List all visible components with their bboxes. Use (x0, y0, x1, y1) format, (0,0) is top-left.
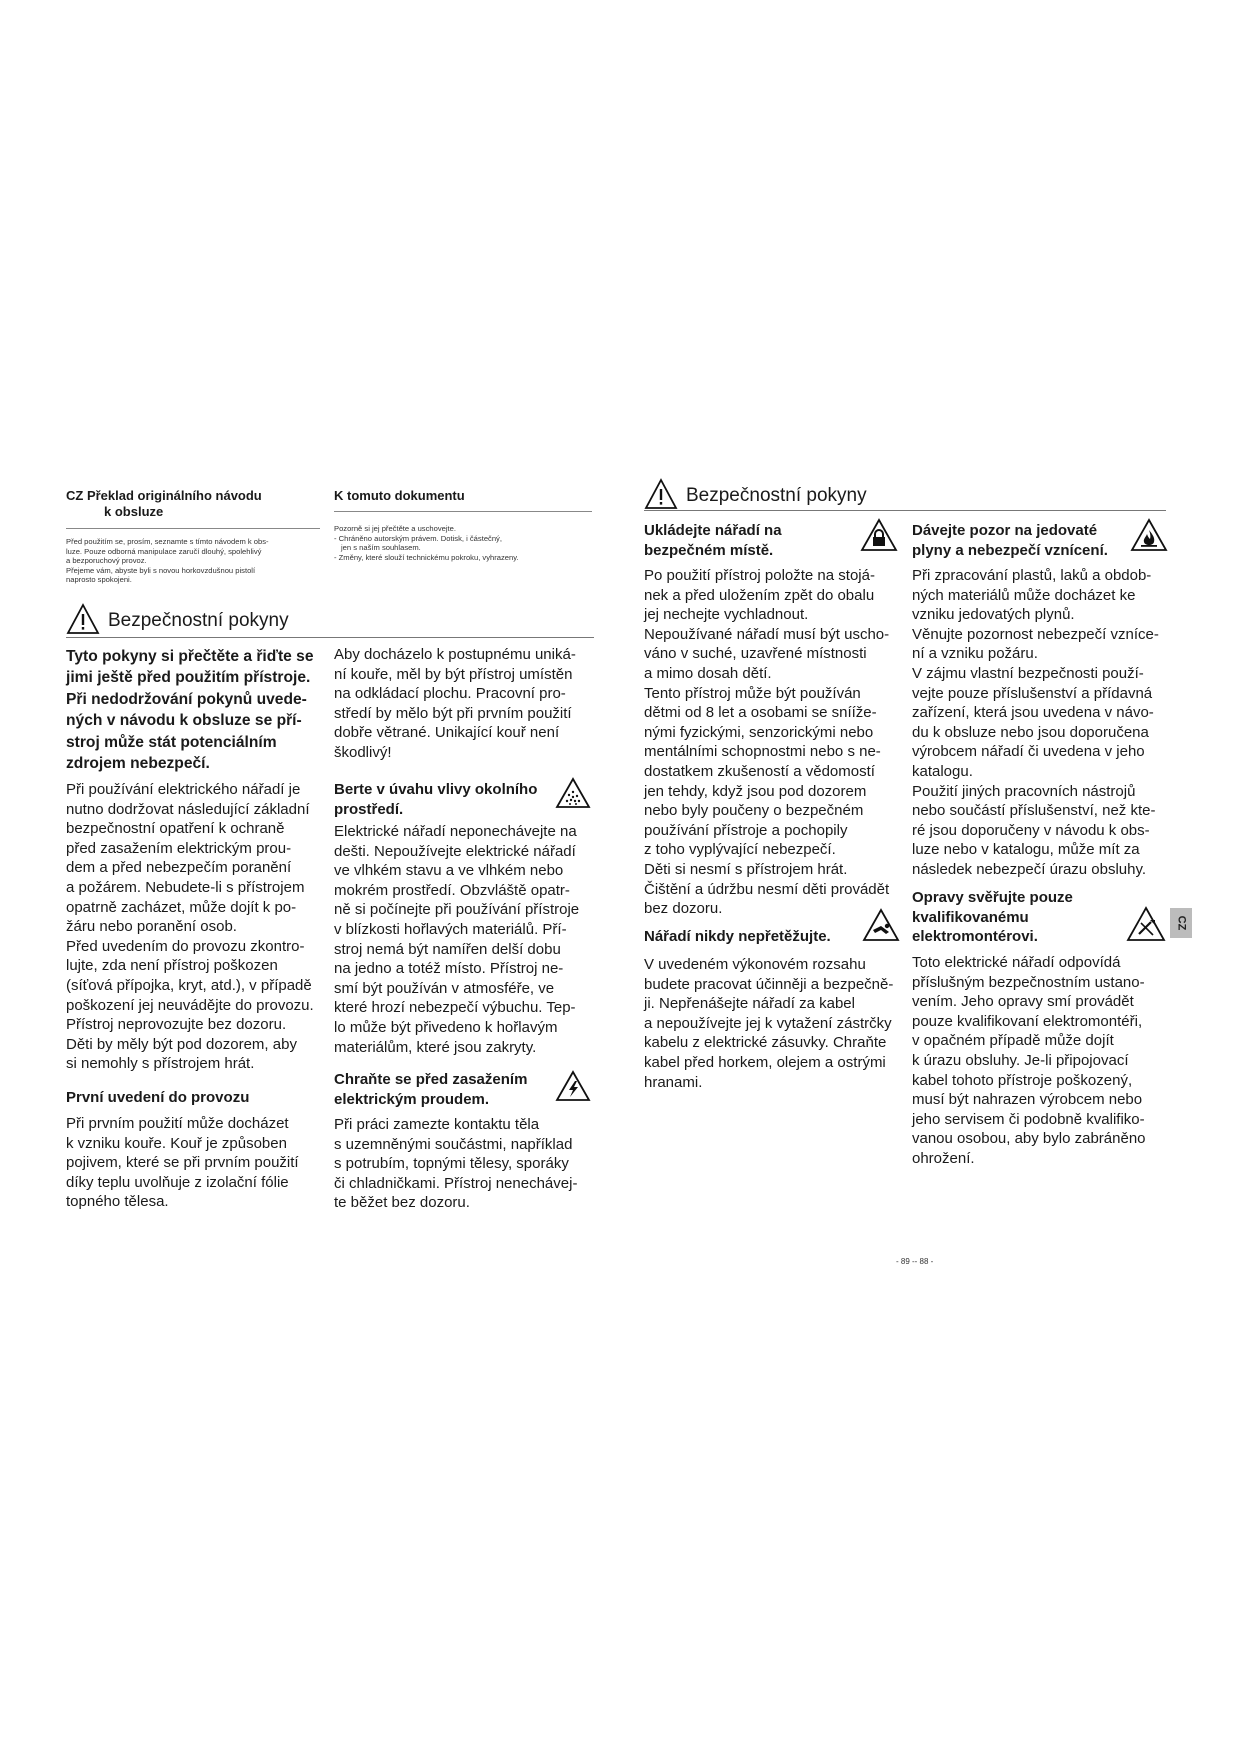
text-line: před zasažením elektrickým prou- (66, 839, 292, 857)
general-safety-text (66, 780, 328, 1074)
text-line: které hrozí nebezpečí výbuchu. Tep- (334, 999, 576, 1017)
text-line: žáru nebo poranění osob. (66, 918, 237, 936)
doc-header-subtitle: k obsluze (104, 504, 164, 519)
text-line: luze. Pouze odborná manipulace zaručí dlouhý, spolehlivý (66, 546, 262, 556)
section-title: Bezpečnostní pokyny (108, 610, 289, 631)
text-line: Před uvedením do provozu zkontro- (66, 937, 305, 955)
text-line: ohrožení. (912, 1149, 975, 1167)
text-line: dobře větrané. Unikající kouř není (334, 724, 560, 742)
divider (334, 511, 592, 512)
text-line: v blízkosti hořlavých materiálů. Pří- (334, 920, 567, 938)
text-line: zařízení, která jsou uvedena v návo- (912, 704, 1154, 722)
text-line: mokrém prostředí. Obzvláště opatr- (334, 881, 570, 899)
text-line: k úrazu obsluhy. Je-li připojovací (912, 1051, 1129, 1069)
text-line: - Změny, které slouží technickému pokroku, vyhrazeny. (334, 552, 519, 562)
text-line: a nepoužívejte jej k vytažení zástrčky (644, 1014, 892, 1032)
divider (66, 637, 594, 638)
text-line: následek nebezpečí úrazu obsluhy. (912, 860, 1147, 878)
text-line: ní kouře, měl by být přístroj umístěn (334, 665, 573, 683)
text-line: materiálům, které jsou zakryty. (334, 1038, 537, 1056)
text-line: z toho vyplývající nebezpečí. (644, 841, 836, 859)
text-line: Tento přístroj může být používán (644, 684, 861, 702)
text-line: Nepoužívané nářadí musí být uscho- (644, 625, 890, 643)
text-line: Děti by měly být pod dozorem, aby (66, 1035, 297, 1053)
safety-section-header-right (644, 478, 1168, 512)
text-line: Při zpracování plastů, laků a obdob- (912, 567, 1152, 584)
text-line: v opačném případě může dojít (912, 1032, 1114, 1050)
heading-line: Opravy svěřujte pouze (912, 889, 1073, 906)
text-line: poškození jej neuvádějte do provozu. (66, 996, 314, 1014)
text-line: nými fyzickými, senzorickými nebo (644, 723, 874, 741)
text-line: jen s naším souhlasem. (341, 543, 421, 553)
text-line: Děti si nesmí s přístrojem hrát. (644, 860, 848, 878)
text-line: nek a před uložením zpět do obalu (644, 586, 875, 604)
heading-line: bezpečném místě. (644, 541, 774, 559)
divider (644, 510, 1166, 511)
text-line: du k obsluze nebo jsou doporučena (912, 723, 1149, 741)
text-line: příslušným bezpečnostním ustano- (912, 973, 1145, 991)
text-line: ně si počínejte při používání přístroje (334, 901, 580, 919)
text-line: váno v suché, uzavřené místnosti (644, 645, 867, 663)
text-line: či chladničkami. Přístroj nenechávej- (334, 1174, 578, 1192)
text-line: Před použitím se, prosím, seznamte s tímto návodem k obs- (66, 537, 269, 546)
text-line: luze nebo v katalogu, může mít za (912, 841, 1140, 859)
text-line: musí být nahrazen výrobcem nebo (912, 1091, 1143, 1109)
text-line: katalogu. (912, 762, 973, 780)
heading-line: Chraňte se před zasažením (334, 1071, 528, 1088)
doc-section-title: K tomuto dokumentu (334, 488, 465, 503)
text-line: Věnujte pozornost nebezpečí vznícе- (912, 625, 1159, 643)
warning-icon (644, 478, 678, 510)
text-line: lujte, zda není přístroj poškozen (66, 957, 278, 975)
text-line: mentálními schopnostmi nebo s ne- (644, 743, 881, 761)
text-line: Po použití přístroj položte na stojá- (644, 567, 875, 584)
text-line: Tyto pokyny si přečtěte a řiďte se (66, 648, 314, 665)
smoke-text (334, 645, 596, 763)
repair-heading (912, 888, 1122, 947)
toxic-gas-text (912, 566, 1174, 880)
heading-line: kvalifikovanému (912, 908, 1029, 926)
text-line: Přístroj neprovozujte bez dozoru. (66, 1016, 287, 1034)
text-line: pojivem, které se při prvním použití (66, 1154, 299, 1172)
text-line: jimi ještě před použitím přístroje. (66, 669, 311, 687)
environment-heading (334, 780, 544, 819)
text-line: stroj může stát potenciálním (66, 733, 277, 751)
text-line: jej nechejte vychladnout. (644, 606, 809, 624)
text-line: Při používání elektrického nářadí je (66, 781, 301, 798)
text-line: používání přístroje a pochopily (644, 821, 848, 839)
text-line: opatrně zacházet, může dojít k po- (66, 898, 297, 916)
text-line: (síťová přípojka, kryt, atd.), v případě (66, 976, 312, 994)
dust-icon (555, 777, 591, 809)
text-line: kabel tohoto přístroje poškozený, (912, 1071, 1133, 1089)
text-line: ných v návodu k obsluze se pří- (66, 712, 302, 730)
heading-line: Dávejte pozor na jedovaté (912, 522, 1098, 539)
text-line: a bezporuchový provoz. (66, 556, 147, 566)
text-line: s uzemněnými součástmi, například (334, 1135, 573, 1153)
storage-text (644, 566, 906, 919)
heading-line: elektromontérovi. (912, 928, 1038, 946)
text-line: naprosto spokojeni. (66, 575, 132, 585)
text-line: Použití jiných pracovních nástrojů (912, 782, 1136, 800)
text-line: dostatkem zkušeností a vědomostí (644, 762, 875, 780)
text-line: Čištění a údržbu nesmí děti provádět (644, 880, 890, 898)
text-line: ré jsou doporučeny v návodu k obs- (912, 821, 1150, 839)
text-line: bez dozoru. (644, 900, 723, 918)
text-line: na odkládací plochu. Pracovní pro- (334, 685, 566, 703)
text-line: vením. Jeho opravy smí provádět (912, 993, 1134, 1011)
text-line: zdrojem nebezpečí. (66, 755, 210, 773)
text-line: Aby docházelo k postupnému uniká- (334, 646, 576, 663)
text-line: ných materiálů může docházet ke (912, 586, 1136, 604)
text-line: stroj nemá být namířen delší dobu (334, 940, 561, 958)
page-number: - 89 -- 88 - (896, 1257, 934, 1266)
text-line: smí být používán v atmosféře, ve (334, 979, 555, 997)
text-line: topného tělesa. (66, 1193, 169, 1211)
text-line: dem a před nebezpečím poranění (66, 859, 292, 877)
text-line: vzniku jedovatých plynů. (912, 606, 1075, 624)
storage-heading (644, 521, 844, 560)
overload-heading: Nářadí nikdy nepřetěžujte. (644, 928, 831, 945)
text-line: Toto elektrické nářadí odpovídá (912, 954, 1121, 971)
toxic-gas-heading (912, 521, 1122, 560)
divider (66, 528, 320, 529)
text-line: s potrubím, topnými tělesy, sporáky (334, 1155, 569, 1173)
intro-warning (66, 646, 328, 774)
text-line: lo může být přivedeno k hořlavým (334, 1018, 558, 1036)
doc-notes (334, 524, 596, 562)
text-line: Přejeme vám, abyste byli s novou horkovzdušnou pistolí (66, 565, 256, 575)
text-line: V zájmu vlastní bezpečnosti použí- (912, 664, 1144, 682)
repair-text (912, 953, 1174, 1169)
text-line: výrobcem nářadí či uvedena v jeho (912, 743, 1145, 761)
text-line: jeho servisem či podobně kvalifiko- (912, 1110, 1145, 1128)
warning-icon (66, 603, 100, 635)
text-line: škodlivý! (334, 743, 392, 761)
text-line: ní a vzniku požáru. (912, 645, 1038, 663)
text-line: ji. Nepřenášejte nářadí za kabel (644, 995, 855, 1013)
text-line: kabelu z elektrické zásuvky. Chraňte (644, 1034, 887, 1052)
text-line: Elektrické nářadí neponechávejte na (334, 823, 577, 840)
text-line: středí by mělo být při prvním použití (334, 704, 572, 722)
text-line: hranami. (644, 1073, 703, 1091)
electric-shock-heading (334, 1070, 544, 1109)
text-line: na jedno a totéž místo. Přístroj ne- (334, 960, 564, 978)
section-title: Bezpečnostní pokyny (686, 485, 867, 506)
text-line: vanou osobou, aby bylo zabráněno (912, 1130, 1146, 1148)
heading-line: Ukládejte nářadí na (644, 522, 782, 539)
doc-header-title: CZ Překlad originálního návodu (66, 488, 262, 503)
heading-line: Berte v úvahu vlivy okolního (334, 781, 538, 798)
text-line: Při práci zamezte kontaktu těla (334, 1116, 540, 1133)
heading-line: elektrickým proudem. (334, 1090, 490, 1108)
safety-section-header (66, 603, 606, 637)
text-line: Při prvním použití může docházet (66, 1115, 289, 1132)
text-line: Pozorně si jej přečtěte a uschovejte. (334, 524, 456, 533)
doc-header (66, 488, 322, 520)
environment-text (334, 822, 596, 1057)
text-line: nutno dodržovat následující základní (66, 800, 310, 818)
overload-icon (862, 908, 900, 942)
text-line: díky teplu uvolňuje z izolační fólie (66, 1173, 289, 1191)
text-line: dešti. Nepoužívejte elektrické nářadí (334, 842, 576, 860)
lock-icon (860, 518, 898, 552)
text-line: jen tehdy, když jsou pod dozorem (644, 782, 867, 800)
first-use-text (66, 1114, 328, 1212)
text-line: - Chráněno autorským právem. Dotisk, i částečný, (334, 533, 502, 543)
heading-line: plyny a nebezpečí vznícení. (912, 541, 1108, 559)
text-line: nebo součástí příslušenství, než kte- (912, 802, 1156, 820)
electric-shock-icon (555, 1070, 591, 1102)
text-line: kabel před horkem, olejem a ostrými (644, 1053, 886, 1071)
text-line: pouze kvalifikovaní elektromontéři, (912, 1012, 1143, 1030)
tool-warning-icon (1126, 906, 1166, 942)
text-line: Při nedodržování pokynů uvede- (66, 690, 307, 708)
text-line: V uvedeném výkonovém rozsahu (644, 956, 866, 973)
text-line: a požárem. Nebudete-li s přístrojem (66, 878, 305, 896)
text-line: ve vlhkém stavu a ve vlhkém nebo (334, 862, 564, 880)
text-line: k vzniku kouře. Kouř je způsoben (66, 1134, 287, 1152)
first-use-heading: První uvedení do provozu (66, 1089, 250, 1106)
header-paragraph (66, 537, 326, 585)
text-line: te běžet bez dozoru. (334, 1194, 470, 1212)
heading-line: prostředí. (334, 800, 404, 818)
text-line: dětmi od 8 let a osobami se snííže- (644, 704, 877, 722)
fire-icon (1130, 518, 1168, 552)
text-line: si nemohly s přístrojem hrát. (66, 1055, 255, 1073)
text-line: bezpečnostní opatření k ochraně (66, 820, 285, 838)
language-tab: CZ (1170, 908, 1192, 938)
text-line: a mimo dosah dětí. (644, 664, 772, 682)
text-line: nebo byly poučeny o bezpečném (644, 802, 864, 820)
text-line: vejte pouze příslušenství a přídavná (912, 684, 1153, 702)
electric-shock-text (334, 1115, 596, 1213)
text-line: budete pracovat účinněji a bezpečně- (644, 975, 894, 993)
overload-text (644, 955, 906, 1092)
